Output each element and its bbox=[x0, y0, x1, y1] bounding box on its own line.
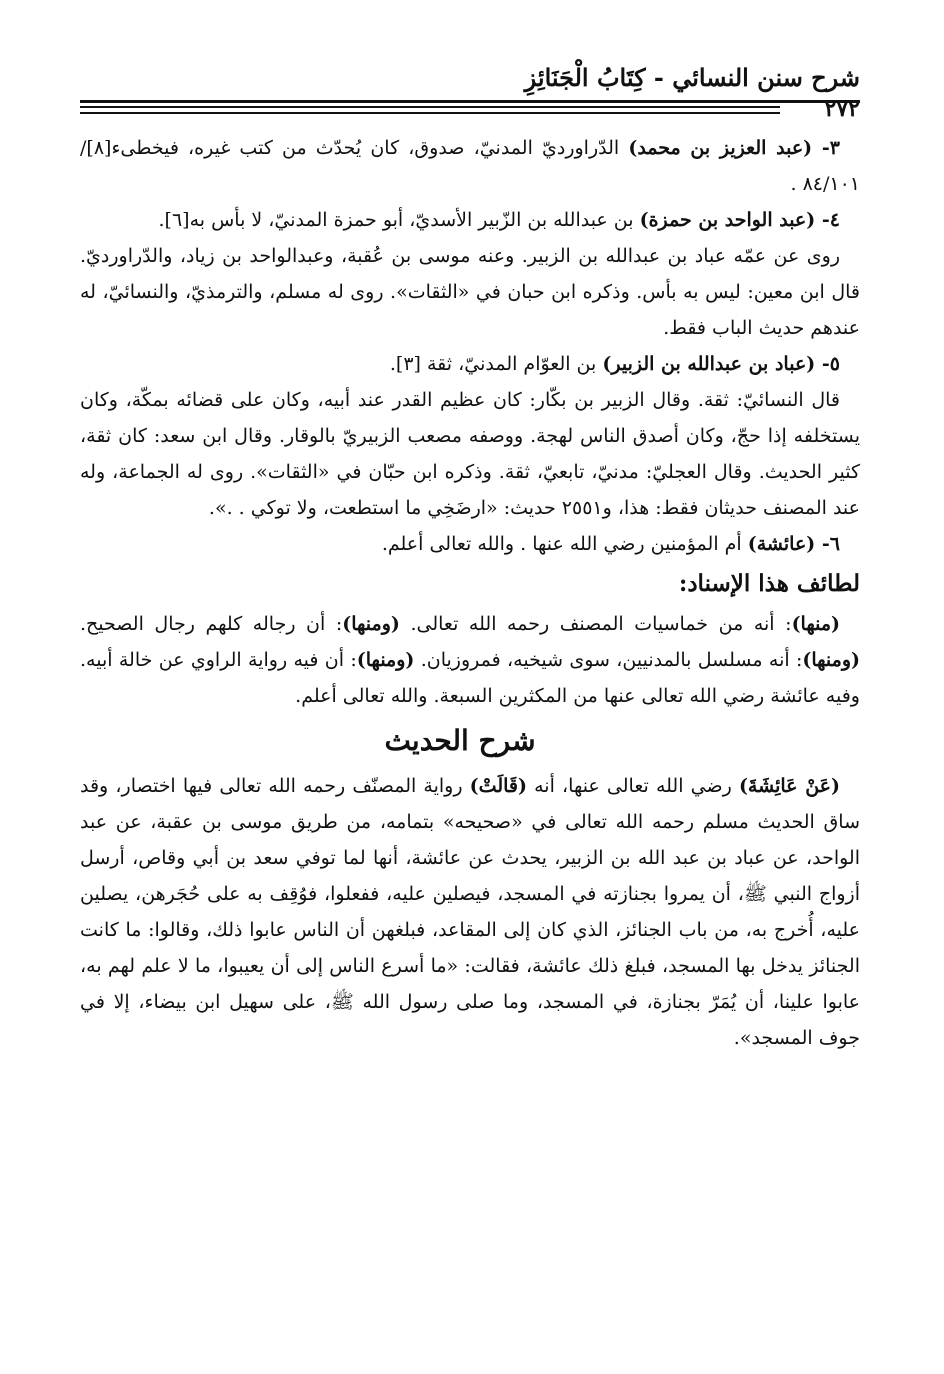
lataif-marker-4: (ومنها) bbox=[356, 649, 415, 671]
narrator-5-text: بن العوّام المدنيّ، ثقة [٣]. bbox=[389, 353, 603, 375]
narrator-3 bbox=[80, 130, 860, 202]
sharh-quote-1: (عَنْ عَائِشَةَ) bbox=[738, 775, 840, 797]
narrator-6-name: (عائشة) bbox=[747, 533, 816, 555]
narrator-5 bbox=[80, 346, 860, 382]
narrator-5-name: (عباد بن عبدالله بن الزبير) bbox=[602, 353, 816, 375]
narrator-4-text: بن عبدالله بن الزّبير الأسديّ، أبو حمزة المدنيّ، لا بأس به[٦]. bbox=[158, 209, 640, 231]
narrator-4 bbox=[80, 202, 860, 238]
narrator-6-text: أم المؤمنين رضي الله عنها . والله تعالى أعلم. bbox=[381, 533, 748, 555]
sharh-paragraph bbox=[80, 768, 860, 1056]
narrator-3-text: الدّراورديّ المدنيّ، صدوق، كان يُحدّث من كتب غيره، فيخطىء[٨]/٨٤/١٠١ . bbox=[80, 137, 860, 195]
narrator-3-number: ٣- bbox=[812, 137, 840, 159]
lataif-text-2: : أن رجاله كلهم رجال الصحيح. bbox=[80, 613, 343, 635]
lataif-marker-2: (ومنها) bbox=[342, 613, 400, 635]
lataif-text-1: : أنه من خماسيات المصنف رحمه الله تعالى. bbox=[399, 613, 792, 635]
page-number: ٢٧٢ bbox=[824, 96, 860, 122]
lataif-marker-3: (ومنها) bbox=[802, 649, 860, 671]
lataif-marker-1: (منها) bbox=[791, 613, 840, 635]
lataif-text-3: : أنه مسلسل بالمدنيين، سوى شيخيه، فمروزيان. bbox=[414, 649, 803, 671]
running-header: شرح سنن النسائي - كِتَابُ الْجَنَائِزِ bbox=[524, 63, 860, 92]
page-body bbox=[80, 130, 860, 1056]
header-rule-thin-2 bbox=[80, 112, 780, 114]
lataif-paragraph bbox=[80, 606, 860, 714]
sharh-text-1: رضي الله تعالى عنها، أنه bbox=[526, 775, 739, 797]
lataif-text-4: : أن فيه رواية الراوي عن خالة أبيه. وفيه عائشة رضي الله تعالى عنها من المكثرين السبعة. والله تعالى أعلم. bbox=[80, 649, 860, 707]
sharh-text-2: رواية المصنّف رحمه الله تعالى فيها اختصار، وقد ساق الحديث مسلم رحمه الله تعالى في «صحيحه» بتمامه، من طريق موسى بن عقبة، عن عبد الواحد، عن عباد بن عبد الله بن الزبير، يحدث عن عائشة، أنها لما توفي سعد بن أبي وقاص، أرسل أزواج النبي ﷺ، أن يمروا بجنازته في المسجد، فيصلين عليه، ففعلوا، فوُقِف به على حُجَرهن، يصلين عليه، أُخرج به، من باب الجنائز، الذي كان إلى المقاعد، فبلغهن أن الناس عابوا ذلك، وقالوا: ما كانت الجنائز يدخل بها المسجد، فبلغ ذلك عائشة، فقالت: «ما أسرع الناس إلى أن يعيبوا، ما لا علم لهم به، عابوا علينا، أن يُمَرّ بجنازة، في المسجد، وما صلى رسول الله ﷺ، على سهيل ابن بيضاء، إلا في جوف المسجد». bbox=[80, 775, 860, 1049]
narrator-4-name: (عبد الواحد بن حمزة) bbox=[639, 209, 816, 231]
sharh-title: شرح الحديث bbox=[384, 724, 536, 757]
narrator-6 bbox=[80, 526, 860, 562]
paragraph-1: روى عن عمّه عباد بن عبدالله بن الزبير. وعنه موسى بن عُقبة، وعبدالواحد بن زياد، والدّراورديّ. قال ابن معين: ليس به بأس. وذكره ابن حبان في «الثقات». روى له مسلم، والترمذيّ، والنسائيّ، له عندهم حديث الباب فقط. bbox=[80, 245, 860, 339]
section-heading: لطائف هذا الإسناد: bbox=[678, 570, 860, 597]
sharh-quote-2: (قَالَتْ) bbox=[469, 775, 527, 797]
narrator-4-number: ٤- bbox=[815, 209, 840, 231]
narrator-5-number: ٥- bbox=[815, 353, 840, 375]
paragraph-2: قال النسائيّ: ثقة. وقال الزبير بن بكّار: كان عظيم القدر عند أبيه، وكان على قضائه بمكّة، وكان يستخلفه إذا حجّ، وكان أصدق الناس لهجة. ووصفه مصعب الزبيريّ بالوقار. وقال ابن سعد: كان ثقة، كثير الحديث. وقال العجليّ: مدنيّ، تابعيّ، ثقة. وذكره ابن حبّان في «الثقات». روى له الجماعة، وله عند المصنف حديثان فقط: هذا، و٢٥٥١ حديث: «ارضَخِي ما استطعت، ولا توكي . .». bbox=[80, 389, 860, 519]
narrator-6-number: ٦- bbox=[815, 533, 840, 555]
header-rule-thick bbox=[80, 100, 860, 103]
header-rule-thin-1 bbox=[80, 106, 780, 108]
narrator-3-name: (عبد العزيز بن محمد) bbox=[628, 137, 813, 159]
